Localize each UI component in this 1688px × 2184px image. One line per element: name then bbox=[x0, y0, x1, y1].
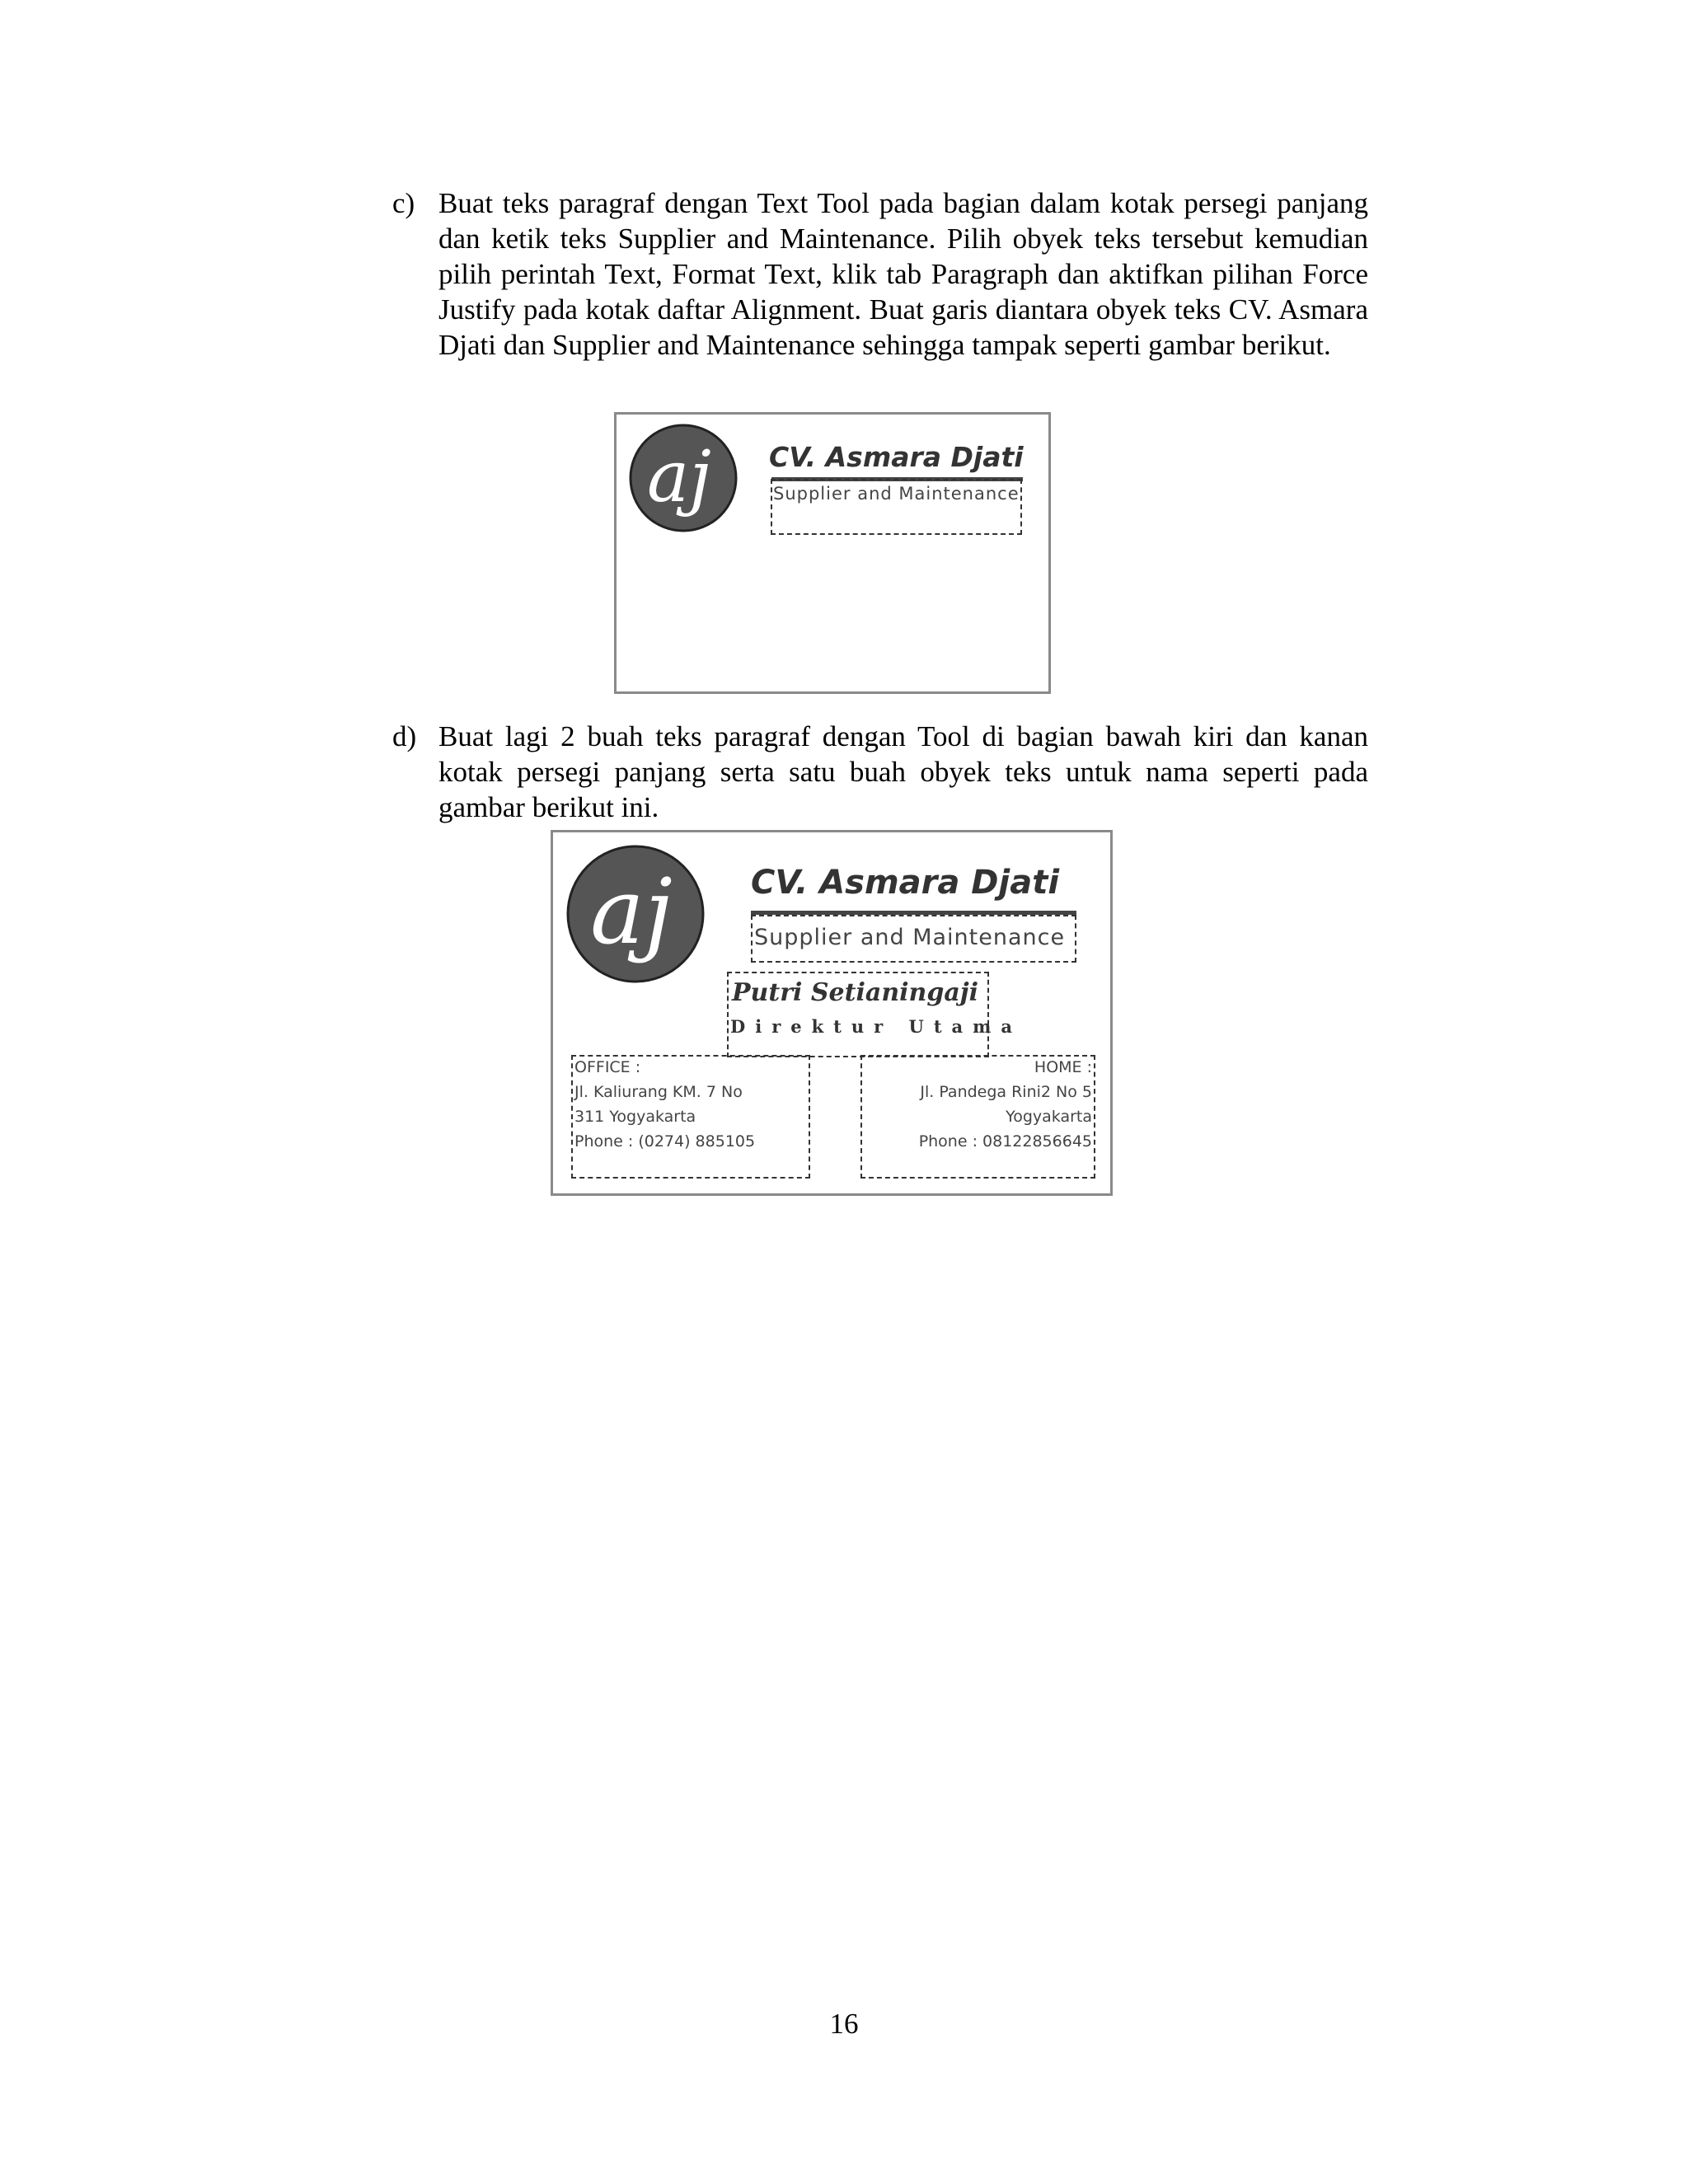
aj-logo-icon bbox=[628, 423, 738, 533]
office-line-1: Jl. Kaliurang KM. 7 No bbox=[574, 1083, 743, 1101]
home-line-2: Yogyakarta bbox=[1006, 1108, 1092, 1126]
item-marker: c) bbox=[392, 187, 415, 219]
instruction-text: Buat lagi 2 buah teks paragraf dengan Tool di bagian bawah kiri dan kanan kotak persegi panjang serta satu buah obyek teks untuk nama seperti pada gambar berikut ini. bbox=[438, 720, 1368, 823]
company-name: CV. Asmara Djati bbox=[769, 441, 1024, 473]
logo-text: aj bbox=[647, 436, 711, 518]
company-name: CV. Asmara Djati bbox=[751, 864, 1060, 902]
office-phone: Phone : (0274) 885105 bbox=[574, 1132, 756, 1151]
office-address bbox=[574, 1055, 755, 1154]
tagline-text-frame bbox=[771, 479, 1022, 535]
item-marker: d) bbox=[392, 720, 417, 752]
office-label: OFFICE : bbox=[574, 1058, 641, 1076]
page-number: 16 bbox=[829, 2008, 859, 2040]
aj-logo-icon bbox=[565, 844, 706, 984]
home-line-1: Jl. Pandega Rini2 No 5 bbox=[920, 1083, 1092, 1101]
name-text-frame bbox=[727, 972, 1022, 1057]
instruction-text: Buat teks paragraf dengan Text Tool pada bagian dalam kotak persegi panjang dan ketik teks Supplier and Maintenance. Pilih obyek teks tersebut kemudian pilih perintah Text, Format Text, klik tab Paragraph dan aktifkan pilihan Force Justify pada kotak daftar Alignment. Buat garis diantara obyek teks CV. Asmara Djati dan Supplier and Maintenance sehingga tampak seperti gambar berikut. bbox=[438, 187, 1368, 361]
tagline: Supplier and Maintenance bbox=[773, 484, 1020, 504]
home-address bbox=[919, 1055, 1092, 1154]
home-label: HOME : bbox=[1034, 1058, 1092, 1076]
business-card-figure-1 bbox=[614, 412, 1051, 694]
logo-text: aj bbox=[590, 859, 673, 964]
tagline: Supplier and Maintenance bbox=[754, 925, 1066, 950]
office-address-frame bbox=[571, 1055, 810, 1179]
home-address-frame bbox=[860, 1055, 1095, 1179]
person-title: Direktur Utama bbox=[730, 1016, 1022, 1037]
home-phone: Phone : 08122856645 bbox=[918, 1132, 1092, 1151]
office-line-2: 311 Yogyakarta bbox=[574, 1108, 696, 1126]
business-card-figure-2 bbox=[551, 830, 1113, 1196]
tagline-text-frame bbox=[751, 915, 1076, 963]
person-name: Putri Setianingaji bbox=[732, 978, 979, 1007]
